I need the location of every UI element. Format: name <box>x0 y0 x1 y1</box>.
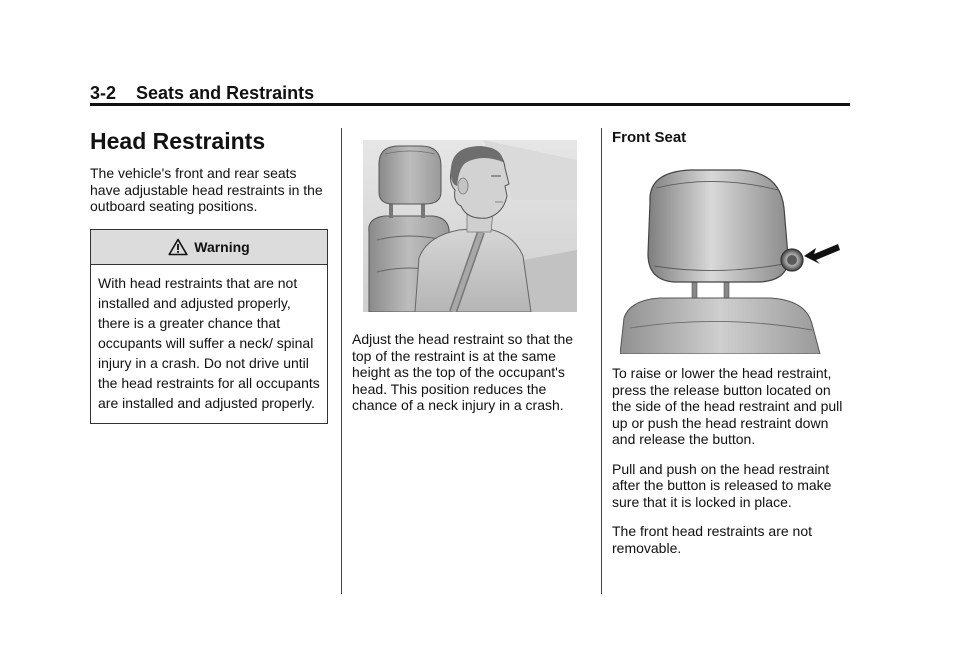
page-header <box>90 82 314 104</box>
arrow-icon <box>804 244 840 264</box>
warning-title: Warning <box>194 238 250 255</box>
left-column <box>90 126 330 424</box>
occupant-head-restraint-illustration <box>363 140 577 312</box>
right-column <box>612 365 852 569</box>
intro-paragraph: The vehicle's front and rear seats have adjustable head restraints in the outboard seating positions. <box>90 165 323 214</box>
column-divider-2 <box>601 128 602 594</box>
raise-lower-paragraph: To raise or lower the head restraint, press the release button located on the side of the head restraint and pull up or push the head restraint down and release the button. <box>612 365 843 447</box>
middle-column <box>352 331 590 427</box>
front-seat-subtitle: Front Seat <box>612 129 687 146</box>
warning-box <box>90 229 328 424</box>
warning-triangle-icon <box>168 238 188 256</box>
not-removable-paragraph: The front head restraints are not removable. <box>612 523 812 556</box>
warning-header <box>91 230 327 265</box>
adjust-paragraph: Adjust the head restraint so that the top of the restraint is at the same height as the top of the occupant's head. This position reduces the chance of a neck injury in a crash. <box>352 331 574 413</box>
front-seat-head-restraint-illustration <box>620 168 842 354</box>
page-number: 3-2 <box>90 83 117 103</box>
header-rule <box>90 103 850 106</box>
lock-check-paragraph: Pull and push on the head restraint after the button is released to make sure that it is locked in place. <box>612 460 832 510</box>
chapter-title: Seats and Restraints <box>136 83 315 103</box>
section-title: Head Restraints <box>90 128 266 154</box>
warning-body: With head restraints that are not installed and adjusted properly, there is a greater chance that occupants will suffer a neck/ spinal injury in a crash. Do not drive until the head restraints for all occupants are installed and adjusted properly. <box>98 274 320 411</box>
column-divider-1 <box>341 128 342 594</box>
